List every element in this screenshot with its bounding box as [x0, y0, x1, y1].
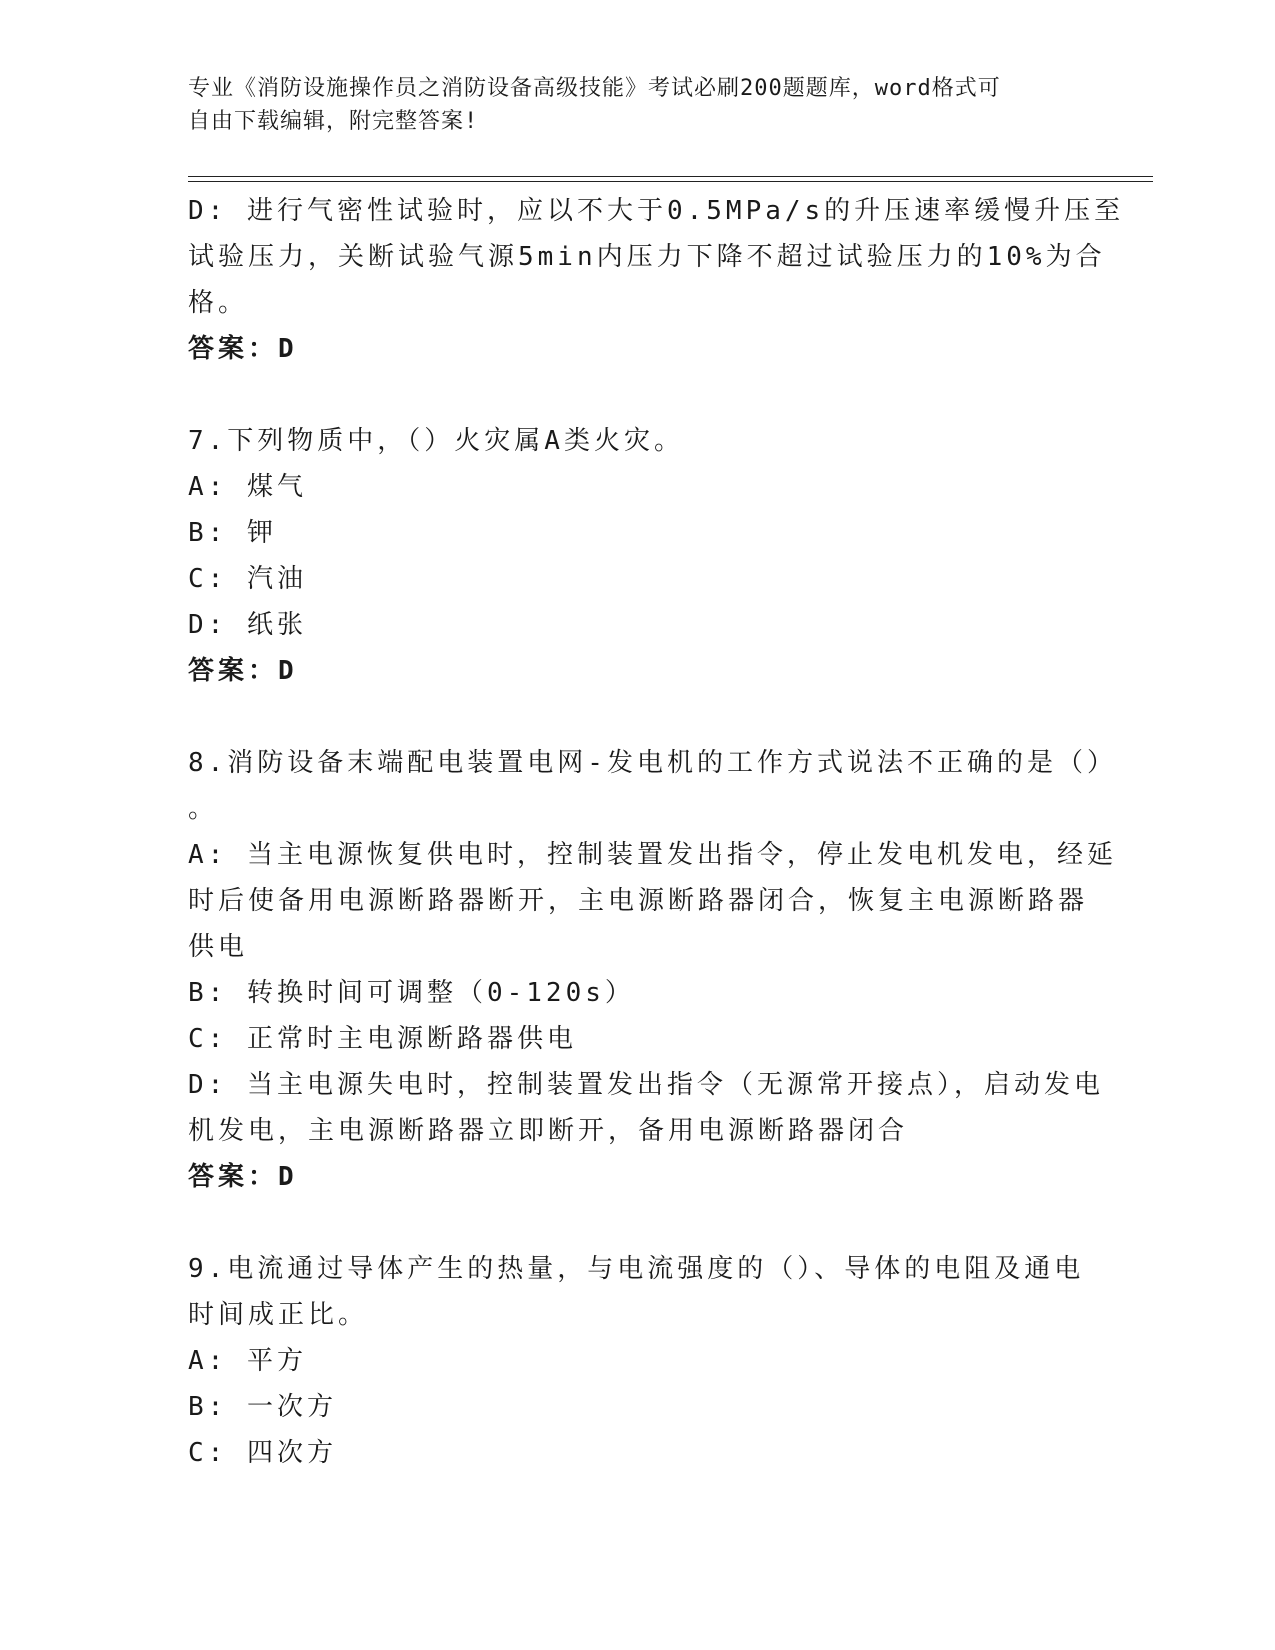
header-line-2: 自由下载编辑，附完整答案! — [188, 109, 479, 134]
question-7 — [188, 418, 1068, 694]
option-b: B: 钾 — [188, 518, 277, 548]
question-8 — [188, 740, 1117, 1200]
answer: 答案：D — [188, 656, 298, 686]
header-rule-bottom — [188, 181, 1153, 182]
question-stem: 7.下列物质中，（）火灾属A类火灾。 — [188, 426, 684, 456]
option-b: B: 一次方 — [188, 1392, 337, 1422]
option-c: C: 正常时主电源断路器供电 — [188, 1024, 577, 1054]
option-a-line-1: A: 当主电源恢复供电时，控制装置发出指令，停止发电机发电，经延 — [188, 840, 1117, 870]
option-a-line-2: 时后使备用电源断路器断开，主电源断路器闭合，恢复主电源断路器 — [188, 886, 1089, 916]
option-a: A: 平方 — [188, 1346, 307, 1376]
option-d: D: 纸张 — [188, 610, 307, 640]
spacer — [188, 694, 1068, 740]
spacer — [188, 1200, 1068, 1246]
spacer — [188, 372, 1068, 418]
option-d-line-1: D: 进行气密性试验时，应以不大于0.5MPa/s的升压速率缓慢升压至 — [188, 196, 1125, 226]
answer: 答案：D — [188, 1162, 298, 1192]
option-d-line-1: D: 当主电源失电时，控制装置发出指令（无源常开接点），启动发电 — [188, 1070, 1104, 1100]
option-d-line-2: 机发电，主电源断路器立即断开，备用电源断路器闭合 — [188, 1116, 909, 1146]
header-line-1: 专业《消防设施操作员之消防设备高级技能》考试必刷200题题库，word格式可 — [188, 76, 1001, 101]
prev-question — [188, 188, 1125, 372]
option-d-line-3: 格。 — [188, 288, 249, 318]
option-c: C: 四次方 — [188, 1438, 337, 1468]
question-stem-line-2: 。 — [188, 794, 219, 824]
option-c: C: 汽油 — [188, 564, 307, 594]
question-stem-line-1: 8.消防设备末端配电装置电网-发电机的工作方式说法不正确的是（） — [188, 748, 1117, 778]
header-rule-top — [188, 176, 1153, 177]
question-9 — [188, 1246, 1085, 1476]
question-list — [188, 188, 1125, 1476]
option-d-line-2: 试验压力，关断试验气源5min内压力下降不超过试验压力的10%为合 — [188, 242, 1106, 272]
answer: 答案：D — [188, 334, 298, 364]
option-a: A: 煤气 — [188, 472, 307, 502]
option-b: B: 转换时间可调整（0-120s） — [188, 978, 635, 1008]
question-stem-line-2: 时间成正比。 — [188, 1300, 369, 1330]
document-header — [188, 72, 1068, 138]
option-a-line-3: 供电 — [188, 932, 249, 962]
question-stem-line-1: 9.电流通过导体产生的热量，与电流强度的（）、导体的电阻及通电 — [188, 1254, 1085, 1284]
